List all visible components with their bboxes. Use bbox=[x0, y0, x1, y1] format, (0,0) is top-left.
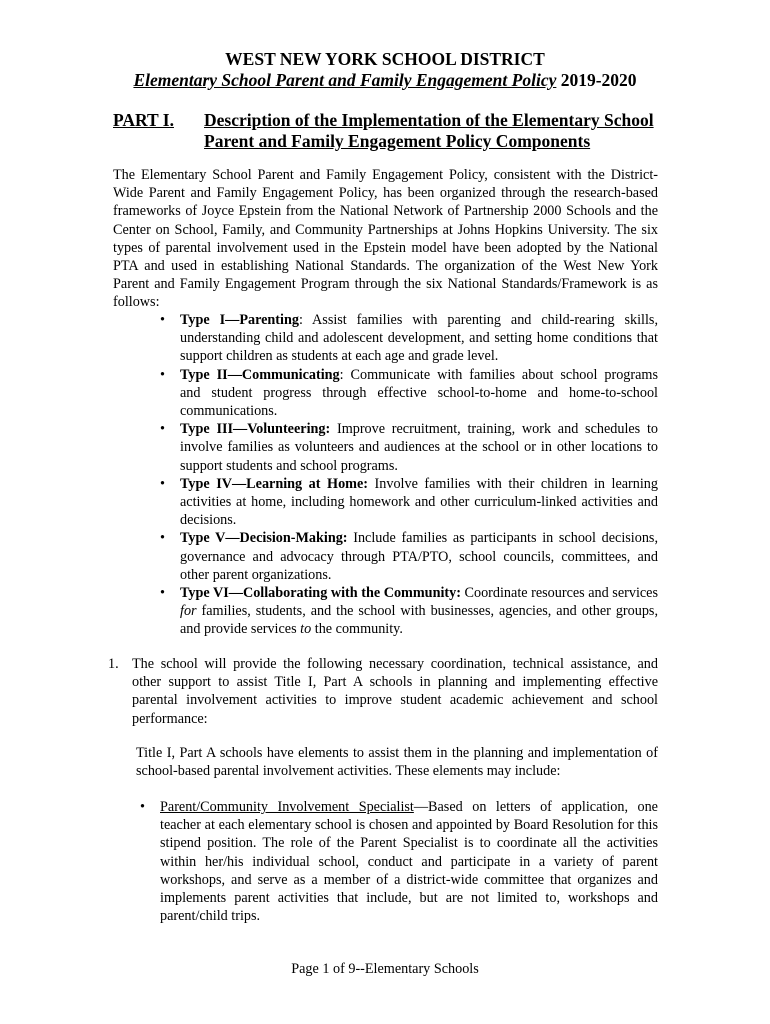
bullet-icon: • bbox=[160, 366, 165, 383]
bullet-icon: • bbox=[140, 799, 145, 815]
policy-title bbox=[0, 70, 770, 90]
elements-list bbox=[136, 798, 658, 925]
list-item: • Type VI—Collaborating with the Community: Coordinate resources and services for families, students, and the school with businesses, agencies, and other groups, and provide services to the community. bbox=[160, 585, 658, 638]
list-item: • Type I—Parenting: Assist families with parenting and child-rearing skills, understanding child and adolescent development, and setting home conditions that support children as students at each age and grade level. bbox=[160, 312, 659, 365]
type-description: Communicate with families about school programs and student progress through effective school-to-home and home-to-school communications. bbox=[180, 366, 658, 420]
types-list bbox=[160, 311, 658, 639]
bullet-icon: • bbox=[160, 421, 165, 438]
type-name: Type VI—Collaborating with the Community: bbox=[180, 585, 461, 602]
policy-name: Elementary School Parent and Family Engagement Policy bbox=[133, 70, 557, 90]
type-name: Type I—Parenting bbox=[180, 312, 299, 328]
list-item: • Type II—Communicating: Communicate with families about school programs and student progress through effective school-to-home and home-to-school communications. bbox=[160, 366, 658, 420]
list-item bbox=[160, 529, 658, 584]
type-description: Improve recruitment, training, work and schedules to involve families as volunteers and audiences at the school or in other locations to support students and school programs. bbox=[180, 421, 658, 474]
list-item bbox=[160, 475, 658, 530]
policy-year: 2019-2020 bbox=[560, 70, 637, 90]
specialist-text: —Based on letters of application, one teacher at each elementary school is chosen and appointed by Board Resolution for this stipend position. The role of the Parent Specialist is to coordinate all the activities within her/his individual school, conduct and participate in a variety of parent workshops, and serve as a member of a district-wide committee that organizes and implements parent activities that include, but are not limited to, workshops and parent/child trips. bbox=[160, 799, 658, 925]
item-text: The school will provide the following necessary coordination, technical assistance, and other support to assist Title I, Part A schools in planning and implementing effective parental involvement activities to improve student academic achievement and school performance: bbox=[132, 656, 658, 727]
type-description: Assist families with parenting and child-rearing skills, understanding child and adolescent development, and setting home conditions that support children as students at each age and grade level. bbox=[180, 312, 659, 365]
type-name: Type II—Communicating bbox=[180, 366, 340, 383]
page-footer: Page 1 of 9--Elementary Schools bbox=[291, 961, 479, 977]
bullet-icon: • bbox=[160, 312, 165, 328]
part-label: PART I. bbox=[113, 110, 174, 130]
type-name: Type III—Volunteering: bbox=[180, 421, 331, 438]
type-name: Type V—Decision-Making: bbox=[180, 530, 348, 547]
title1-paragraph: Title I, Part A schools have elements to assist them in the planning and implementation of school-based parental involvement activities. These elements may include: bbox=[136, 745, 658, 780]
district-title: WEST NEW YORK SCHOOL DISTRICT bbox=[225, 49, 545, 69]
bullet-icon: • bbox=[160, 475, 165, 492]
type-description: Involve families with their children in learning activities at home, including homework and other curriculum-linked activities and decisions. bbox=[180, 475, 658, 529]
numbered-item-1 bbox=[108, 655, 658, 728]
type-description: Include families as participants in school decisions, governance and advocacy through PTA/PTO, school councils, committees, and other parent organizations. bbox=[180, 530, 658, 583]
part-heading: Description of the Implementation of the Elementary School Parent and Family Engagement Policy Components bbox=[204, 110, 654, 151]
intro-paragraph: The Elementary School Parent and Family Engagement Policy, consistent with the District-Wide Parent and Family Engagement Policy, has been organized through the research-based frameworks of Joyce Epstein from the National Network of Partnership 2000 Schools and the Center on School, Family, and Community Partnerships at Johns Hopkins University. The six types of parental involvement used in the Epstein model have been adopted by the National PTA and used in establishing National Standards. The organization of the West New York Parent and Family Engagement Program through the six National Standards/Framework is as follows: bbox=[113, 167, 658, 311]
type-name: Type IV—Learning at Home: bbox=[180, 475, 368, 492]
bullet-icon: • bbox=[160, 530, 165, 547]
list-item bbox=[160, 420, 658, 475]
list-item bbox=[136, 798, 658, 925]
item-number: 1. bbox=[108, 656, 119, 672]
specialist-title: Parent/Community Involvement Specialist bbox=[160, 799, 414, 815]
bullet-icon: • bbox=[160, 585, 165, 602]
